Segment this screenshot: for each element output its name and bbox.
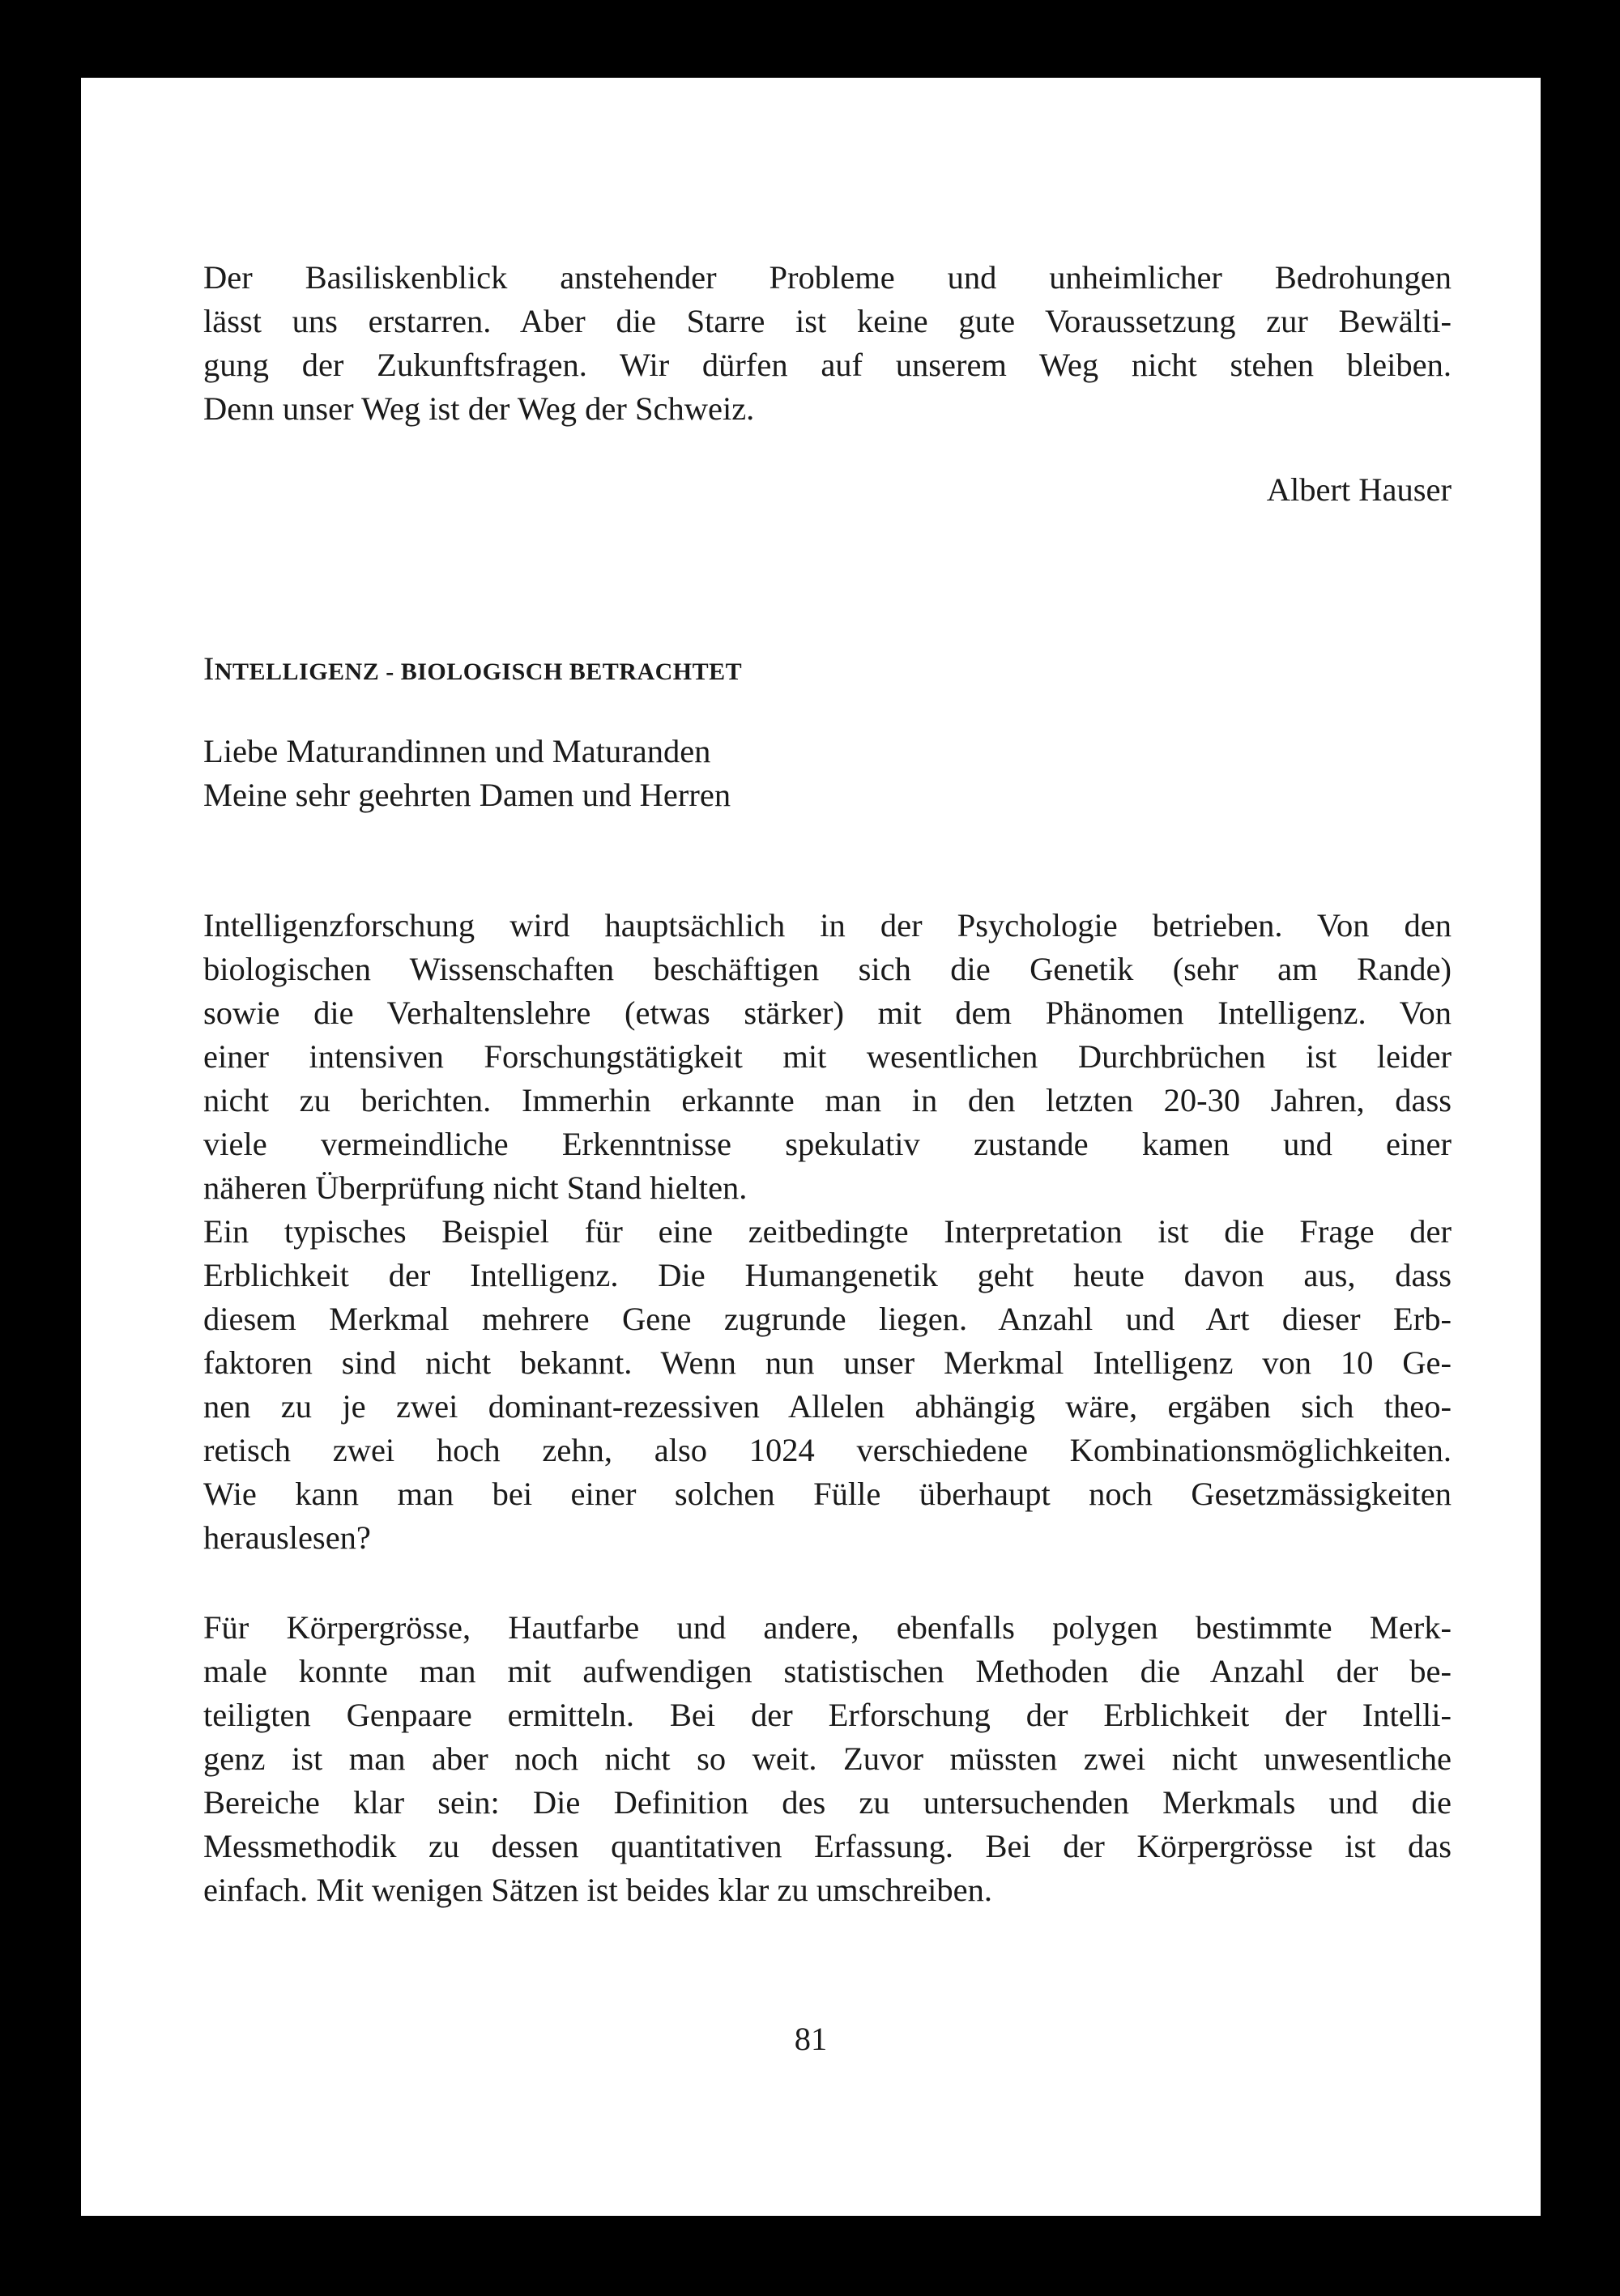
paragraph-line: genz ist man aber noch nicht so weit. Zuvor müssten zwei nicht unwesentliche [203,1740,1452,1777]
paragraph-line: herauslesen? [203,1519,371,1556]
document-page [81,78,1541,2216]
salutation [203,730,1452,817]
heading-small-caps: NTELLIGENZ - BIOLOGISCH BETRACHTET [214,658,743,685]
paragraph-line: Intelligenzforschung wird hauptsächlich in der Psychologie betrieben. Von den [203,907,1452,944]
paragraph-line: Ein typisches Beispiel für eine zeitbedingte Interpretation ist die Frage der [203,1213,1452,1250]
quote-line: lässt uns erstarren. Aber die Starre ist keine gute Voraussetzung zur Bewälti- [203,303,1452,339]
paragraph-line: nen zu je zwei dominant-rezessiven Allelen abhängig wäre, ergäben sich theo- [203,1388,1452,1425]
salutation-line: Liebe Maturandinnen und Maturanden [203,733,711,769]
paragraph-line: einfach. Mit wenigen Sätzen ist beides klar zu umschreiben. [203,1872,992,1908]
paragraph-line: viele vermeindliche Erkenntnisse spekulativ zustande kamen und einer [203,1126,1452,1162]
quote-author: Albert Hauser [1266,471,1452,508]
heading-initial: I [203,650,215,687]
paragraph-line: retisch zwei hoch zehn, also 1024 verschiedene Kombinationsmöglichkeiten. [203,1432,1452,1468]
paragraph-line: nicht zu berichten. Immerhin erkannte man in den letzten 20-30 Jahren, dass [203,1082,1452,1118]
quote-line: Der Basiliskenblick anstehender Probleme und unheimlicher Bedrohungen [203,259,1452,296]
paragraph-line: näheren Überprüfung nicht Stand hielten. [203,1169,748,1206]
section-heading [203,647,742,694]
paragraph-line: Erblichkeit der Intelligenz. Die Humangenetik geht heute davon aus, dass [203,1257,1452,1293]
paragraph-2 [203,1210,1452,1560]
paragraph-line: diesem Merkmal mehrere Gene zugrunde liegen. Anzahl und Art dieser Erb- [203,1301,1452,1337]
paragraph-line: Messmethodik zu dessen quantitativen Erfassung. Bei der Körpergrösse ist das [203,1828,1452,1864]
paragraph-line: teiligten Genpaare ermitteln. Bei der Erforschung der Erblichkeit der Intelli- [203,1697,1452,1733]
epigraph-quote [203,256,1452,431]
page-number: 81 [794,2021,828,2057]
paragraph-line: faktoren sind nicht bekannt. Wenn nun unser Merkmal Intelligenz von 10 Ge- [203,1344,1452,1381]
paragraph-line: Bereiche klar sein: Die Definition des zu untersuchenden Merkmals und die [203,1784,1452,1821]
paragraph-1 [203,904,1452,1210]
paragraph-line: male konnte man mit aufwendigen statistischen Methoden die Anzahl der be- [203,1653,1452,1689]
salutation-line: Meine sehr geehrten Damen und Herren [203,777,731,813]
quote-line: gung der Zukunftsfragen. Wir dürfen auf unserem Weg nicht stehen bleiben. [203,347,1452,383]
paragraph-3 [203,1606,1452,1912]
quote-line: Denn unser Weg ist der Weg der Schweiz. [203,390,755,427]
paragraph-line: einer intensiven Forschungstätigkeit mit wesentlichen Durchbrüchen ist leider [203,1038,1452,1075]
paragraph-line: Für Körpergrösse, Hautfarbe und andere, ebenfalls polygen bestimmte Merk- [203,1609,1452,1646]
paragraph-line: biologischen Wissenschaften beschäftigen sich die Genetik (sehr am Rande) [203,951,1452,987]
paragraph-line: Wie kann man bei einer solchen Fülle überhaupt noch Gesetzmässigkeiten [203,1476,1452,1512]
paragraph-line: sowie die Verhaltenslehre (etwas stärker) mit dem Phänomen Intelligenz. Von [203,995,1452,1031]
